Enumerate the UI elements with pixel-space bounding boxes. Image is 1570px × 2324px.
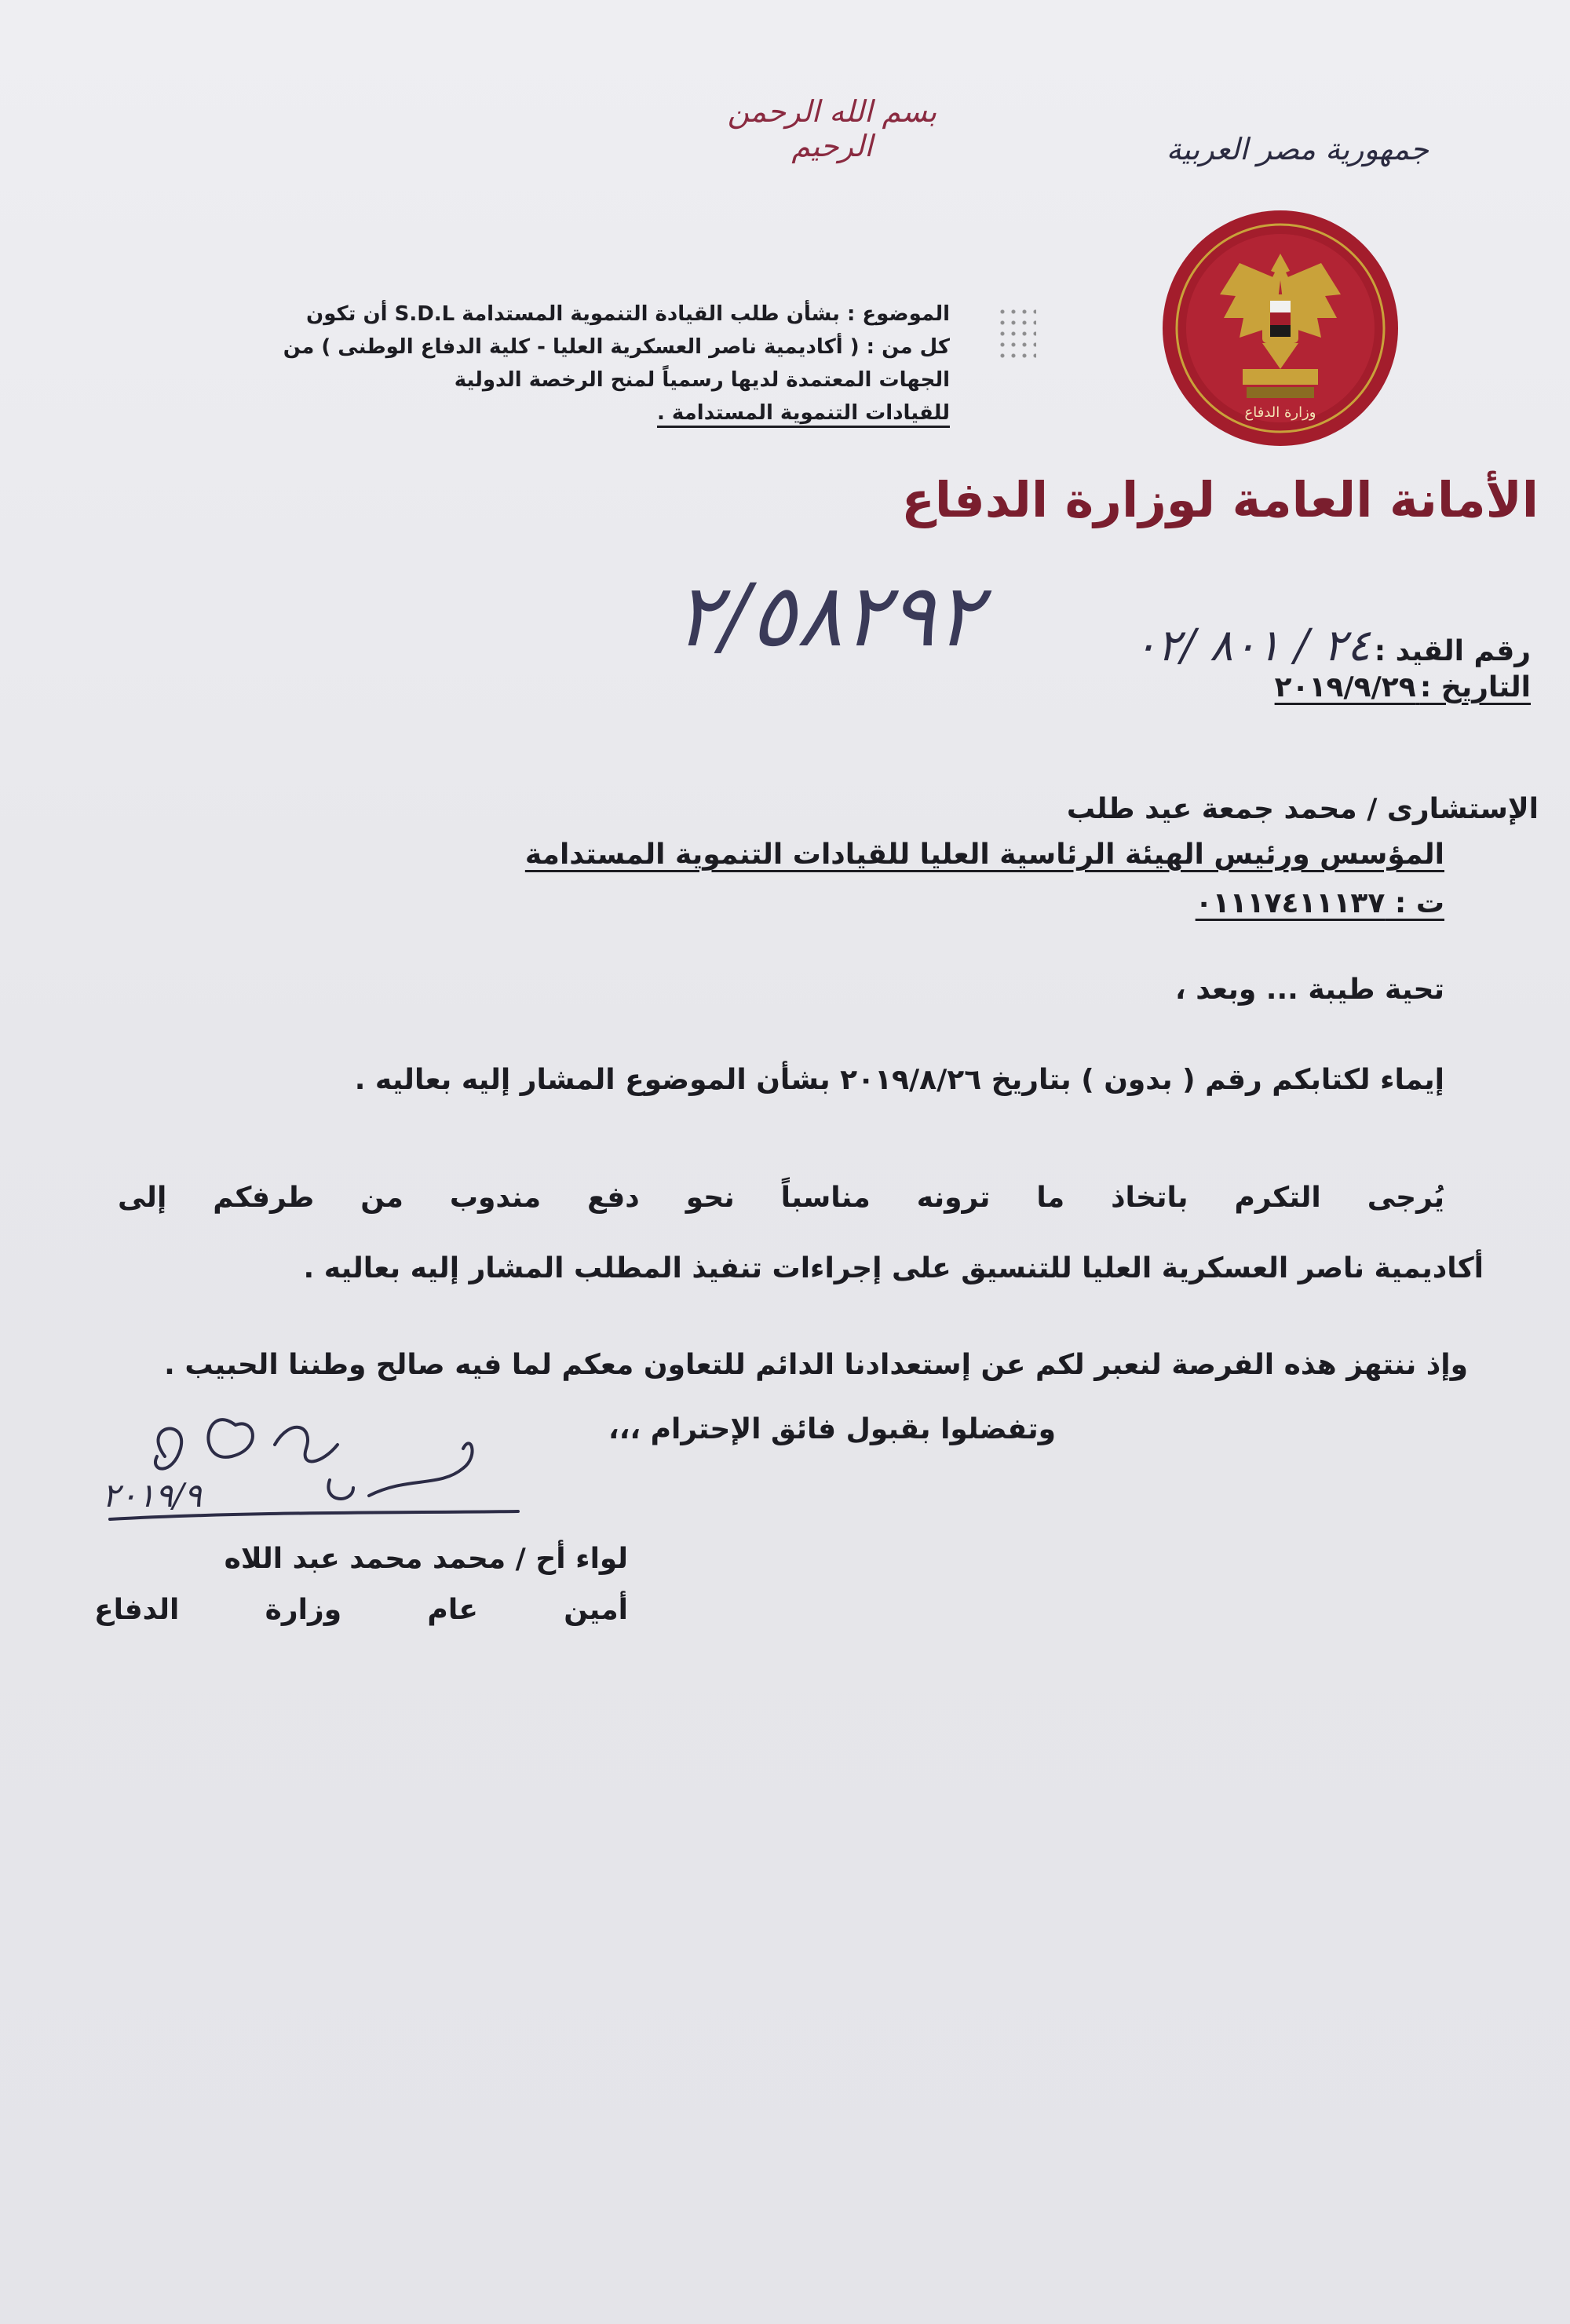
basmala: بسم الله الرحمن الرحيم bbox=[727, 94, 937, 163]
paragraph-2-line-2: أكاديمية ناصر العسكرية العليا للتنسيق على إجراءات تنفيذ المطلب المشار إليه بعاليه . bbox=[303, 1252, 1484, 1284]
registration-label: رقم القيد : bbox=[1374, 635, 1531, 667]
date-label: التاريخ : bbox=[1419, 671, 1531, 703]
subject-line-4: للقيادات التنموية المستدامة . bbox=[656, 401, 950, 425]
handwritten-signature bbox=[94, 1401, 534, 1539]
subject-line-3: الجهات المعتمدة لديها رسمياً لمنح الرخصة الدولية bbox=[454, 368, 950, 392]
handwritten-file-number: ٢/٥٨٢٩٢ bbox=[674, 565, 982, 666]
ministry-title: الأمانة العامة لوزارة الدفاع bbox=[901, 471, 1539, 528]
greeting: تحية طيبة ... وبعد ، bbox=[1175, 974, 1444, 1006]
signature-date: ٢٠١٩/٩ bbox=[102, 1476, 202, 1515]
paragraph-3: وإذ ننتهز هذه الفرصة لنعبر لكم عن إستعدادنا الدائم للتعاون معكم لما فيه صالح وطننا الحبيب . bbox=[164, 1349, 1468, 1381]
recipient-name: الإستشارى / محمد جمعة عيد طلب bbox=[1066, 793, 1539, 825]
recipient-title: المؤسس ورئيس الهيئة الرئاسية العليا للقيادات التنموية المستدامة bbox=[524, 839, 1444, 871]
closing-phrase: وتفضلوا بقبول فائق الإحترام ،،، bbox=[608, 1413, 1056, 1445]
ministry-emblem bbox=[1160, 208, 1400, 448]
subject-line-2: كل من : ( أكاديمية ناصر العسكرية العليا - كلية الدفاع الوطنى ) من bbox=[283, 335, 950, 359]
republic-header: جمهورية مصر العربية bbox=[1166, 132, 1429, 166]
paragraph-2-line-1: يُرجى التكرم باتخاذ ما ترونه مناسباً نحو دفع مندوب من طرفكم إلى bbox=[118, 1182, 1444, 1214]
subject-block bbox=[126, 302, 950, 434]
date-row bbox=[1178, 671, 1531, 703]
signatory-position: أمين عام وزارة الدفاع bbox=[94, 1594, 628, 1626]
subject-line-1: الموضوع : بشأن طلب القيادة التنموية المستدامة S.D.L أن تكون bbox=[306, 302, 950, 326]
registration-row bbox=[1083, 620, 1531, 671]
recipient-phone: ت : ٠١١١٧٤١١١٣٧ bbox=[1195, 887, 1444, 919]
paragraph-1: إيماء لكتابكم رقم ( بدون ) بتاريخ ٢٠١٩/٨/٢٦ بشأن الموضوع المشار إليه بعاليه . bbox=[354, 1064, 1444, 1096]
registration-value: ٢٤ / ٨٠١ /٠٢ bbox=[1133, 620, 1371, 671]
signatory-name: لواء أح / محمد محمد عبد اللاه bbox=[224, 1543, 628, 1575]
date-value: ٢٠١٩/٩/٢٩ bbox=[1274, 671, 1416, 703]
emblem-label: وزارة الدفاع bbox=[1244, 404, 1316, 421]
perforation-dots bbox=[997, 306, 1036, 361]
